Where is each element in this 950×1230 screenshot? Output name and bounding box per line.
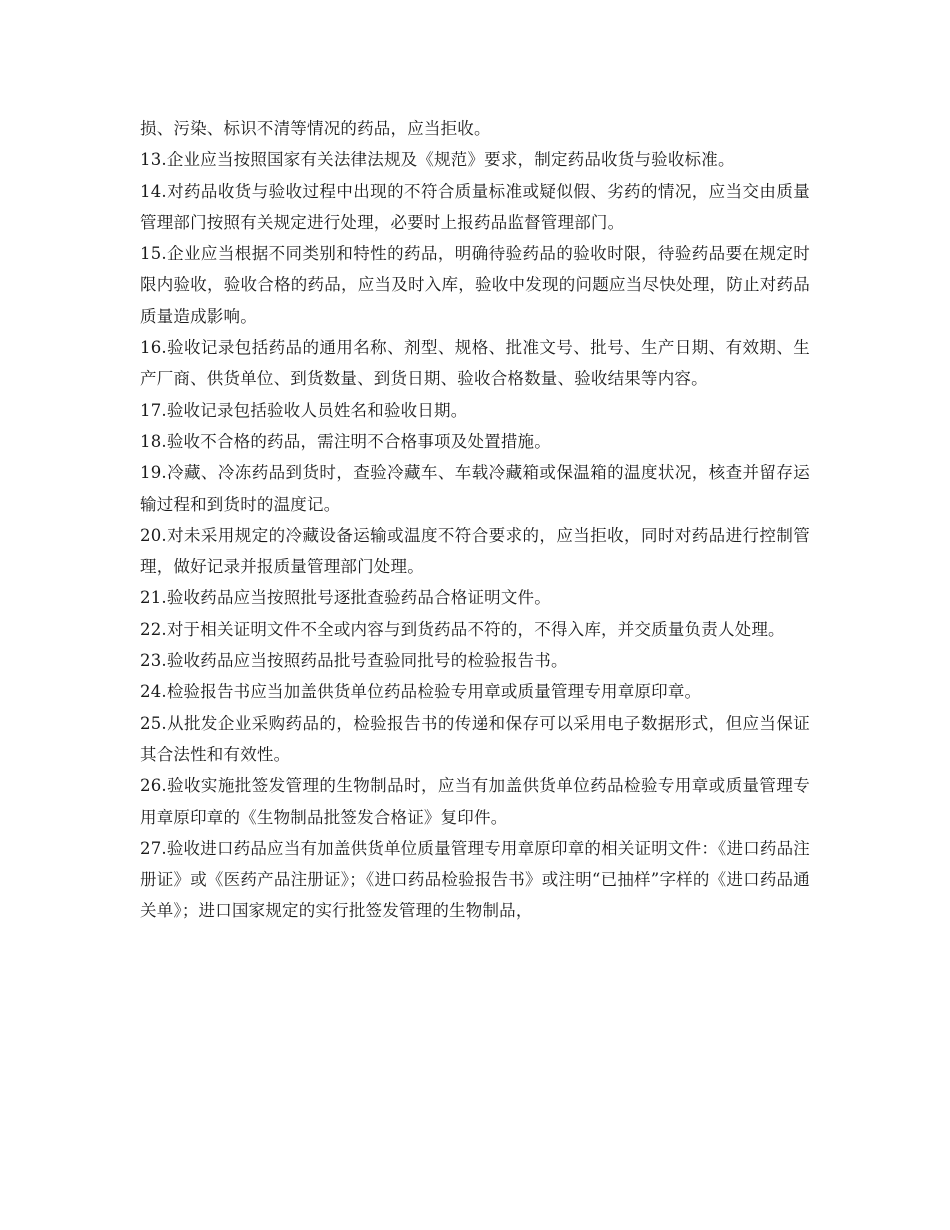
paragraph-item-17: 17.验收记录包括验收人员姓名和验收日期。 <box>140 400 468 420</box>
paragraph-item-19: 19.冷藏、冷冻药品到货时，查验冷藏车、车载冷藏箱或保温箱的温度状况，核查并留存运输过程和到货时的温度记。 <box>140 463 810 514</box>
paragraph-item-24: 24.检验报告书应当加盖供货单位药品检验专用章或质量管理专用章原印章。 <box>140 682 702 702</box>
paragraph-continuation: 损、污染、标识不清等情况的药品，应当拒收。 <box>140 119 491 138</box>
paragraph-item-25: 25.从批发企业采购药品的，检验报告书的传递和保存可以采用电子数据形式，但应当保证其合法性和有效性。 <box>140 713 810 764</box>
paragraph-item-16: 16.验收记录包括药品的通用名称、剂型、规格、批准文号、批号、生产日期、有效期、生产厂商、供货单位、到货数量、到货日期、验收合格数量、验收结果等内容。 <box>140 338 810 389</box>
paragraph-item-23: 23.验收药品应当按照药品批号查验同批号的检验报告书。 <box>140 651 568 671</box>
paragraph-item-27: 27.验收进口药品应当有加盖供货单位质量管理专用章原印章的相关证明文件：《进口药品注册证》或《医药产品注册证》；《进口药品检验报告书》或注明“已抽样”字样的《进口药品通关单》；进口国家规定的实行批签发管理的生物制品， <box>140 838 810 921</box>
paragraph-item-22: 22.对于相关证明文件不全或内容与到货药品不符的，不得入库，并交质量负责人处理。 <box>140 619 785 639</box>
paragraph-item-13: 13.企业应当按照国家有关法律法规及《规范》要求，制定药品收货与验收标准。 <box>140 150 735 170</box>
paragraph-item-15: 15.企业应当根据不同类别和特性的药品，明确待验药品的验收时限，待验药品要在规定时限内验收，验收合格的药品，应当及时入库，验收中发现的问题应当尽快处理，防止对药品质量造成影响。 <box>140 244 810 326</box>
paragraph-item-18: 18.验收不合格的药品，需注明不合格事项及处置措施。 <box>140 431 551 451</box>
paragraph-item-14: 14.对药品收货与验收过程中出现的不符合质量标准或疑似假、劣药的情况，应当交由质量管理部门按照有关规定进行处理，必要时上报药品监督管理部门。 <box>140 181 810 232</box>
document-body <box>140 113 810 927</box>
paragraph-item-20: 20.对未采用规定的冷藏设备运输或温度不符合要求的，应当拒收，同时对药品进行控制管理，做好记录并报质量管理部门处理。 <box>140 525 810 577</box>
paragraph-item-26: 26.验收实施批签发管理的生物制品时，应当有加盖供货单位药品检验专用章或质量管理专用章原印章的《生物制品批签发合格证》复印件。 <box>140 776 810 827</box>
paragraph-item-21: 21.验收药品应当按照批号逐批查验药品合格证明文件。 <box>140 588 551 608</box>
